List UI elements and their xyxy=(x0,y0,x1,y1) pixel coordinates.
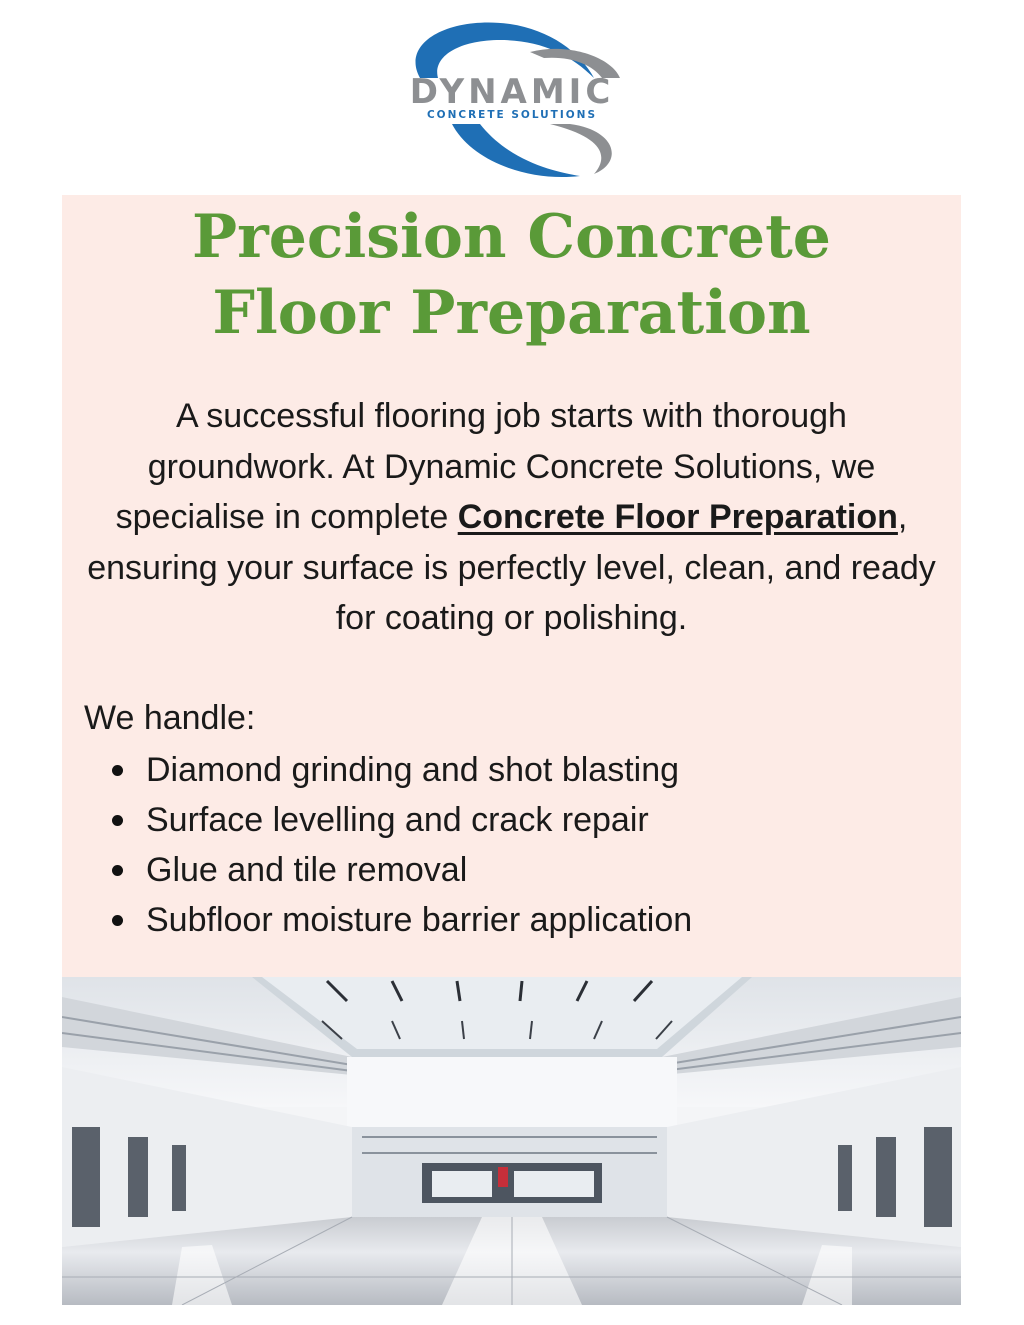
content-panel xyxy=(62,195,961,977)
hall-illustration xyxy=(62,977,961,1305)
title-line-2: Floor Preparation xyxy=(212,278,811,348)
service-text: Glue and tile removal xyxy=(146,851,468,889)
polished-floor-hall-photo xyxy=(62,977,961,1305)
list-item xyxy=(110,895,692,945)
services-heading: We handle: xyxy=(84,699,256,737)
page-title xyxy=(62,199,961,351)
list-item xyxy=(110,845,692,895)
company-logo xyxy=(380,12,644,186)
list-item xyxy=(110,795,692,845)
bullet-icon xyxy=(112,815,123,826)
title-line-1: Precision Concrete xyxy=(192,202,831,272)
logo-tagline: CONCRETE SOLUTIONS xyxy=(426,109,598,121)
service-text: Surface levelling and crack repair xyxy=(146,801,649,839)
services-list xyxy=(110,745,692,945)
list-item xyxy=(110,745,692,795)
bullet-icon xyxy=(112,765,123,776)
intro-paragraph xyxy=(80,391,943,644)
intro-text-end: , ensuring your surface is perfectly level, clean, and ready for coating or polishing. xyxy=(87,498,936,637)
bullet-icon xyxy=(112,865,123,876)
service-text: Subfloor moisture barrier application xyxy=(146,901,693,939)
logo-wordmark: DYNAMIC xyxy=(409,72,615,112)
concrete-floor-preparation-link[interactable]: Concrete Floor Preparation xyxy=(457,498,898,536)
service-text: Diamond grinding and shot blasting xyxy=(146,751,680,789)
intro-text-start: A successful flooring job starts with thorough groundwork. At Dynamic Concrete Solutions, we specialise in complete xyxy=(115,397,876,536)
bullet-icon xyxy=(112,915,123,926)
